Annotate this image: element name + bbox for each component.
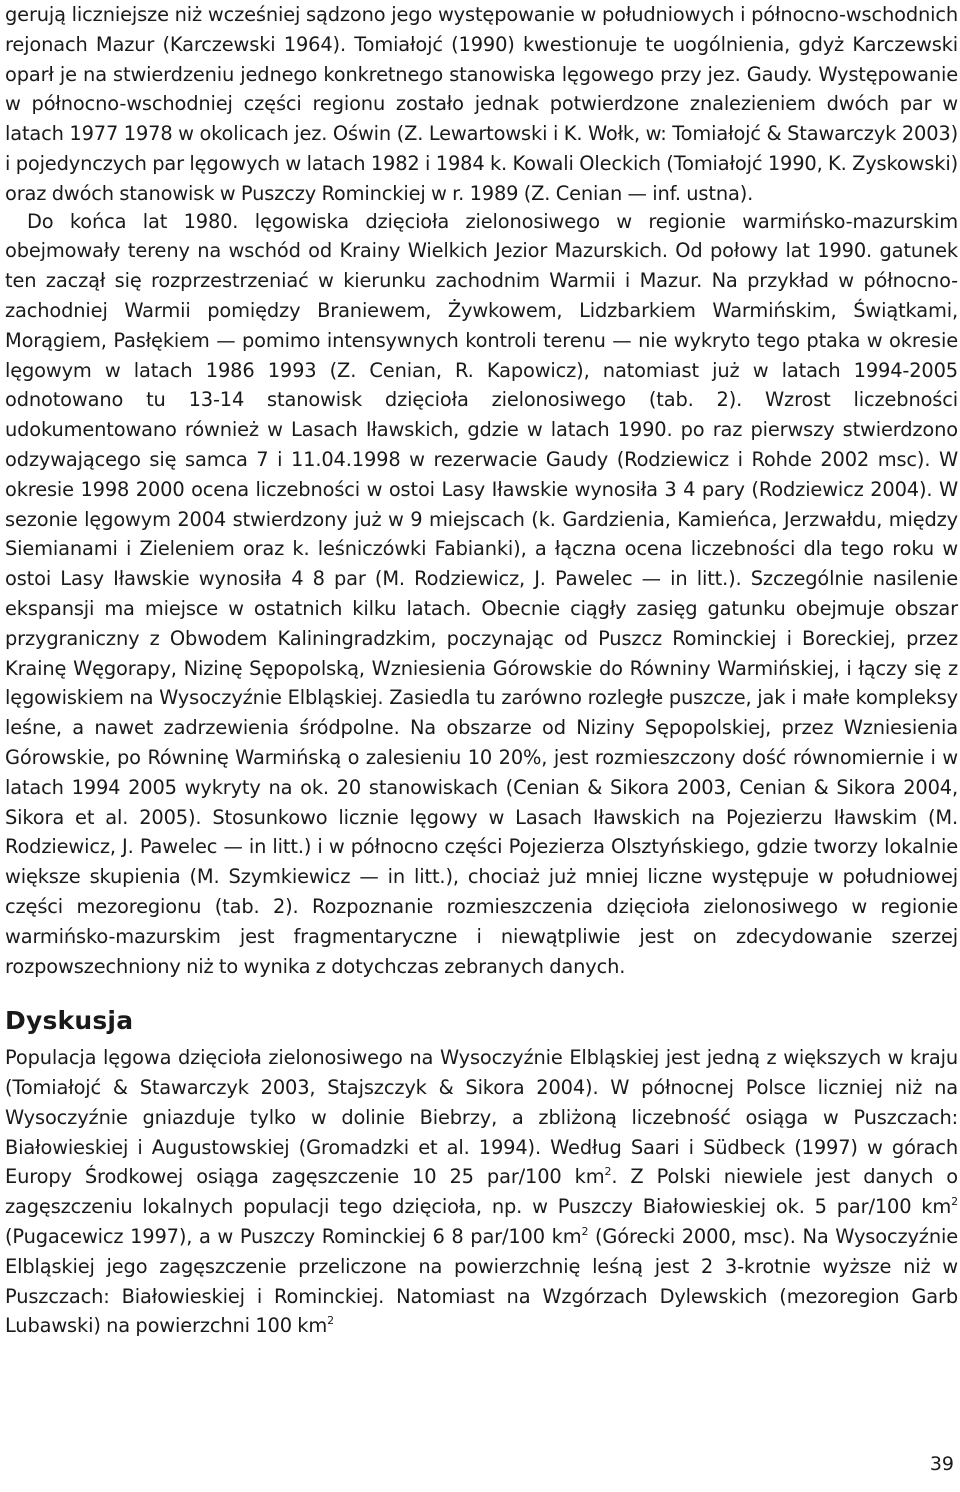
discussion-text-3: (Pugacewicz 1997), a w Puszczy Rominckiej 6 8 par/100 km	[5, 1225, 582, 1249]
paragraph-continuation: gerują liczniejsze niż wcześniej sądzono jego występowanie w południowych i północno-wschodnich rejonach Mazur (Karczewski 1964). Tomiałojć (1990) kwestionuje te uogólnienia, gdyż Karczewski oparł je na stwierdzeniu jednego konkretnego stanowiska lęgowego przy jez. Gaudy. Występowanie w północno-wschodniej części regionu zostało jednak potwierdzone znalezieniem dwóch par w latach 1977 1978 w okolicach jez. Oświn (Z. Lewartowski i K. Wołk, w: Tomiałojć & Stawarczyk 2003) i pojedynczych par lęgowych w latach 1982 i 1984 k. Kowali Oleckich (Tomiałojć 1990, K. Zyskowski) oraz dwóch stanowisk w Puszczy Rominckiej w r. 1989 (Z. Cenian — inf. ustna).	[5, 3, 958, 205]
superscript-2: 2	[604, 1165, 612, 1179]
superscript-2: 2	[951, 1195, 958, 1209]
paragraph-discussion	[5, 1043, 958, 1341]
discussion-text-2: . Z Polski niewiele jest danych o zagęszczeniu lokalnych populacji tego dzięcioła, np. w Puszczy Białowieskiej ok. 5 par/100 km	[5, 1165, 958, 1219]
discussion-text-1: Populacja lęgowa dzięcioła zielonosiwego na Wysoczyźnie Elbląskiej jest jedną z większych w kraju (Tomiałojć & Stawarczyk 2003, Stajszczyk & Sikora 2004). W północnej Polsce liczniej niż na Wysoczyźnie gniazduje tylko w dolinie Biebrzy, a zbliżoną liczebność osiąga w Puszczach: Białowieskiej i Augustowskiej (Gromadzki et al. 1994). Według Saari i Südbeck (1997) w górach Europy Środkowej osiąga zagęszczenie 10 25 par/100 km	[5, 1046, 958, 1189]
paragraph-expansion: Do końca lat 1980. lęgowiska dzięcioła zielonosiwego w regionie warmińsko-mazurskim obejmowały tereny na wschód od Krainy Wielkich Jezior Mazurskich. Od połowy lat 1990. gatunek ten zaczął się rozprzestrzeniać w kierunku zachodnim Warmii i Mazur. Na przykład w północno-zachodniej Warmii pomiędzy Braniewem, Żywkowem, Lidzbarkiem Warmińskim, Świątkami, Morągiem, Pasłękiem — pomimo intensywnych kontroli terenu — nie wykryto tego ptaka w okresie lęgowym w latach 1986 1993 (Z. Cenian, R. Kapowicz), natomiast już w latach 1994-2005 odnotowano tu 13-14 stanowisk dzięcioła zielonosiwego (tab. 2). Wzrost liczebności udokumentowano również w Lasach Iławskich, gdzie w latach 1990. po raz pierwszy stwierdzono odzywającego się samca 7 i 11.04.1998 w rezerwacie Gaudy (Rodziewicz i Rohde 2002 msc). W okresie 1998 2000 ocena liczebności w ostoi Lasy Iławskie wynosiła 3 4 pary (Rodziewicz 2004). W sezonie lęgowym 2004 stwierdzony już w 9 miejscach (k. Gardzienia, Kamieńca, Jerzwałdu, między Siemianami i Zieleniem oraz k. leśniczówki Fabianki), a łączna ocena liczebności dla tego roku w ostoi Lasy Iławskie wynosiła 4 8 par (M. Rodziewicz, J. Pawelec — in litt.). Szczególnie nasilenie ekspansji ma miejsce w ostatnich kilku latach. Obecnie ciągły zasięg gatunku obejmuje obszar przygraniczny z Obwodem Kaliningradzkim, poczynając od Puszcz Rominckiej i Boreckiej, przez Krainę Węgorapy, Nizinę Sępopolską, Wzniesienia Górowskie do Równiny Warmińskiej, i łączy się z lęgowiskiem na Wysoczyźnie Elbląskiej. Zasiedla tu zarówno rozległe puszcze, jak i małe kompleksy leśne, a nawet zadrzewienia śródpolne. Na obszarze od Niziny Sępopolskiej, przez Wzniesienia Górowskie, po Równinę Warmińską o zalesieniu 10 20%, jest rozmieszczony dość równomiernie i w latach 1994 2005 wykryty na ok. 20 stanowiskach (Cenian & Sikora 2003, Cenian & Sikora 2004, Sikora et al. 2005). Stosunkowo licznie lęgowy w Lasach Iławskich na Pojezierzu Iławskim (M. Rodziewicz, J. Pawelec — in litt.) i w północno części Pojezierza Olsztyńskiego, gdzie tworzy lokalnie większe skupienia (M. Szymkiewicz — in litt.), chociaż już mniej liczne występuje w południowej części mezoregionu (tab. 2). Rozpoznanie rozmieszczenia dzięcioła zielonosiwego w regionie warmińsko-mazurskim jest fragmentaryczne i niewątpliwie jest on zdecydowanie szerzej rozpowszechniony niż to wynika z dotychczas zebranych danych.	[5, 209, 958, 978]
section-heading-dyskusja: Dyskusja	[5, 1006, 134, 1036]
superscript-2: 2	[581, 1225, 589, 1239]
superscript-2: 2	[327, 1314, 334, 1328]
page-number: 39	[929, 1453, 954, 1475]
page-body	[5, 0, 958, 1341]
discussion-text-4: (Górecki 2000, msc). Na Wysoczyźnie Elbląskiej jego zagęszczenie przeliczone na powierzchnię leśną jest 2 3-krotnie wyższe niż w Puszczach: Białowieskiej i Rominckiej. Natomiast na Wzgórzach Dylewskich (mezoregion Garb Lubawski) na powierzchni 100 km	[5, 1225, 958, 1338]
